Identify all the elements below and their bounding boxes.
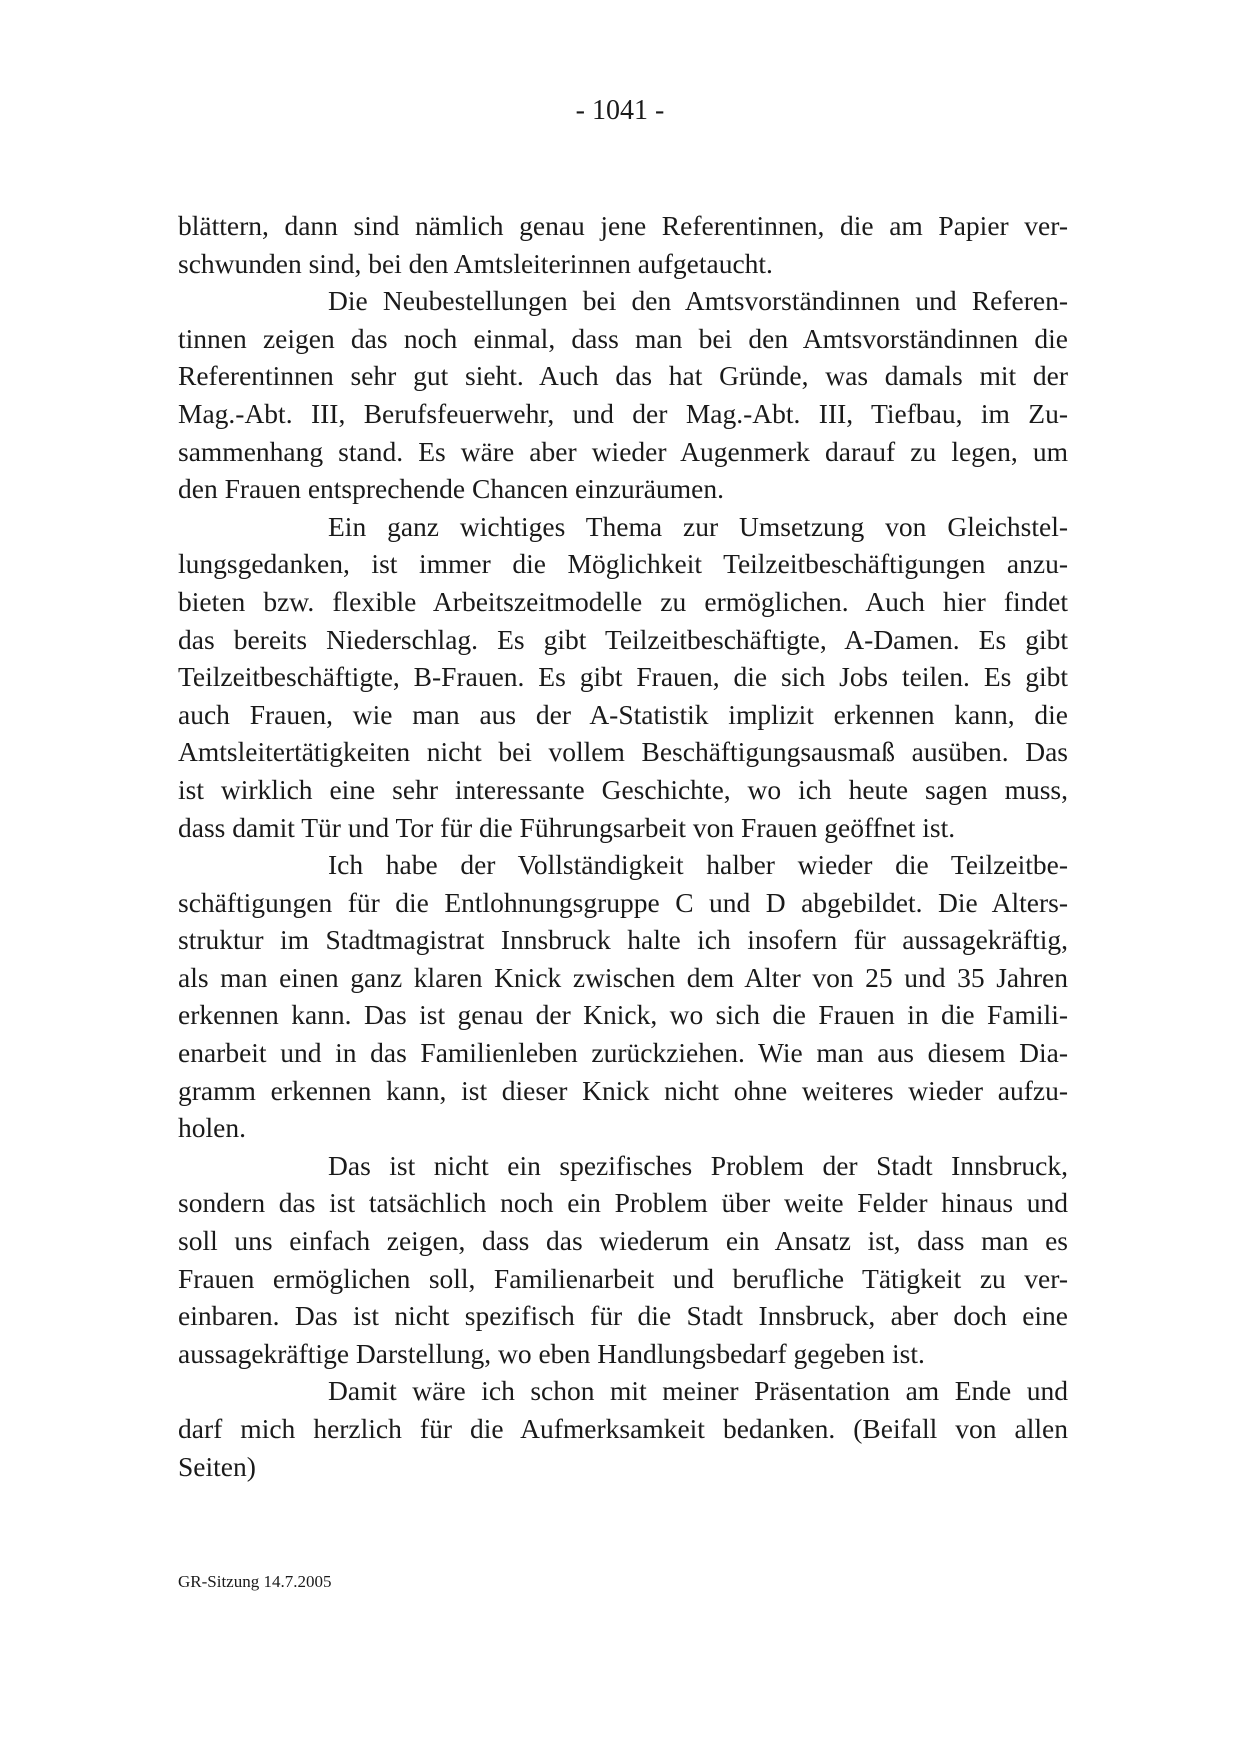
text-line: lungsgedanken, ist immer die Möglichkeit Teilzeitbeschäftigungen anzu-	[178, 548, 1068, 580]
text-line: Damit wäre ich schon mit meiner Präsentation am Ende und	[328, 1375, 1068, 1407]
text-line: tinnen zeigen das noch einmal, dass man bei den Amtsvorständinnen die	[178, 322, 1068, 354]
text-line: sammenhang stand. Es wäre aber wieder Augenmerk darauf zu legen, um	[178, 435, 1068, 467]
text-line: bieten bzw. flexible Arbeitszeitmodelle zu ermöglichen. Auch hier findet	[178, 585, 1068, 617]
text-line: dass damit Tür und Tor für die Führungsarbeit von Frauen geöffnet ist.	[178, 811, 956, 843]
text-line: soll uns einfach zeigen, dass das wiederum ein Ansatz ist, dass man es	[178, 1225, 1068, 1257]
text-line: ist wirklich eine sehr interessante Geschichte, wo ich heute sagen muss,	[178, 773, 1068, 805]
text-line: enarbeit und in das Familienleben zurückziehen. Wie man aus diesem Dia-	[178, 1037, 1068, 1069]
text-line: das bereits Niederschlag. Es gibt Teilzeitbeschäftigte, A-Damen. Es gibt	[178, 623, 1068, 655]
text-line: Mag.-Abt. III, Berufsfeuerwehr, und der Mag.-Abt. III, Tiefbau, im Zu-	[178, 397, 1068, 429]
paragraph	[178, 207, 1068, 282]
text-line: blättern, dann sind nämlich genau jene Referentinnen, die am Papier ver-	[178, 210, 1068, 241]
text-line: Das ist nicht ein spezifisches Problem der Stadt Innsbruck,	[328, 1149, 1068, 1181]
footer-session-date: GR-Sitzung 14.7.2005	[178, 1572, 332, 1591]
text-line: Frauen ermöglichen soll, Familienarbeit und berufliche Tätigkeit zu ver-	[178, 1262, 1068, 1294]
page-number: - 1041 -	[575, 95, 665, 126]
text-line: aussagekräftige Darstellung, wo eben Handlungsbedarf gegeben ist.	[178, 1337, 925, 1369]
text-line: den Frauen entsprechende Chancen einzuräumen.	[178, 473, 724, 505]
text-line: Die Neubestellungen bei den Amtsvorständinnen und Referen-	[328, 285, 1068, 317]
paragraph	[178, 282, 1068, 508]
text-line: Ich habe der Vollständigkeit halber wieder die Teilzeitbe-	[328, 849, 1068, 881]
text-line: schäftigungen für die Entlohnungsgruppe C und D abgebildet. Die Alters-	[178, 886, 1068, 918]
text-line: auch Frauen, wie man aus der A-Statistik implizit erkennen kann, die	[178, 698, 1068, 730]
text-line: struktur im Stadtmagistrat Innsbruck halte ich insofern für aussagekräftig,	[178, 924, 1068, 956]
text-line: als man einen ganz klaren Knick zwischen dem Alter von 25 und 35 Jahren	[178, 961, 1068, 993]
text-line: Seiten)	[178, 1450, 256, 1482]
text-line: gramm erkennen kann, ist dieser Knick nicht ohne weiteres wieder aufzu-	[178, 1074, 1068, 1106]
text-line: schwunden sind, bei den Amtsleiterinnen aufgetaucht.	[178, 247, 773, 279]
text-line: sondern das ist tatsächlich noch ein Problem über weite Felder hinaus und	[178, 1187, 1068, 1219]
paragraph	[178, 508, 1068, 846]
text-line: holen.	[178, 1112, 246, 1144]
paragraph	[178, 846, 1068, 1147]
body-text	[178, 207, 1068, 1485]
text-line: erkennen kann. Das ist genau der Knick, wo sich die Frauen in die Famili-	[178, 999, 1068, 1031]
text-line: darf mich herzlich für die Aufmerksamkeit bedanken. (Beifall von allen	[178, 1413, 1068, 1444]
text-line: Amtsleitertätigkeiten nicht bei vollem Beschäftigungsausmaß ausüben. Das	[178, 736, 1068, 768]
text-line: Teilzeitbeschäftigte, B-Frauen. Es gibt Frauen, die sich Jobs teilen. Es gibt	[178, 661, 1068, 693]
text-line: einbaren. Das ist nicht spezifisch für die Stadt Innsbruck, aber doch eine	[178, 1300, 1068, 1332]
text-line: Referentinnen sehr gut sieht. Auch das hat Gründe, was damals mit der	[178, 360, 1068, 392]
paragraph	[178, 1372, 1068, 1485]
text-line: Ein ganz wichtiges Thema zur Umsetzung von Gleichstel-	[328, 510, 1068, 542]
paragraph	[178, 1147, 1068, 1373]
